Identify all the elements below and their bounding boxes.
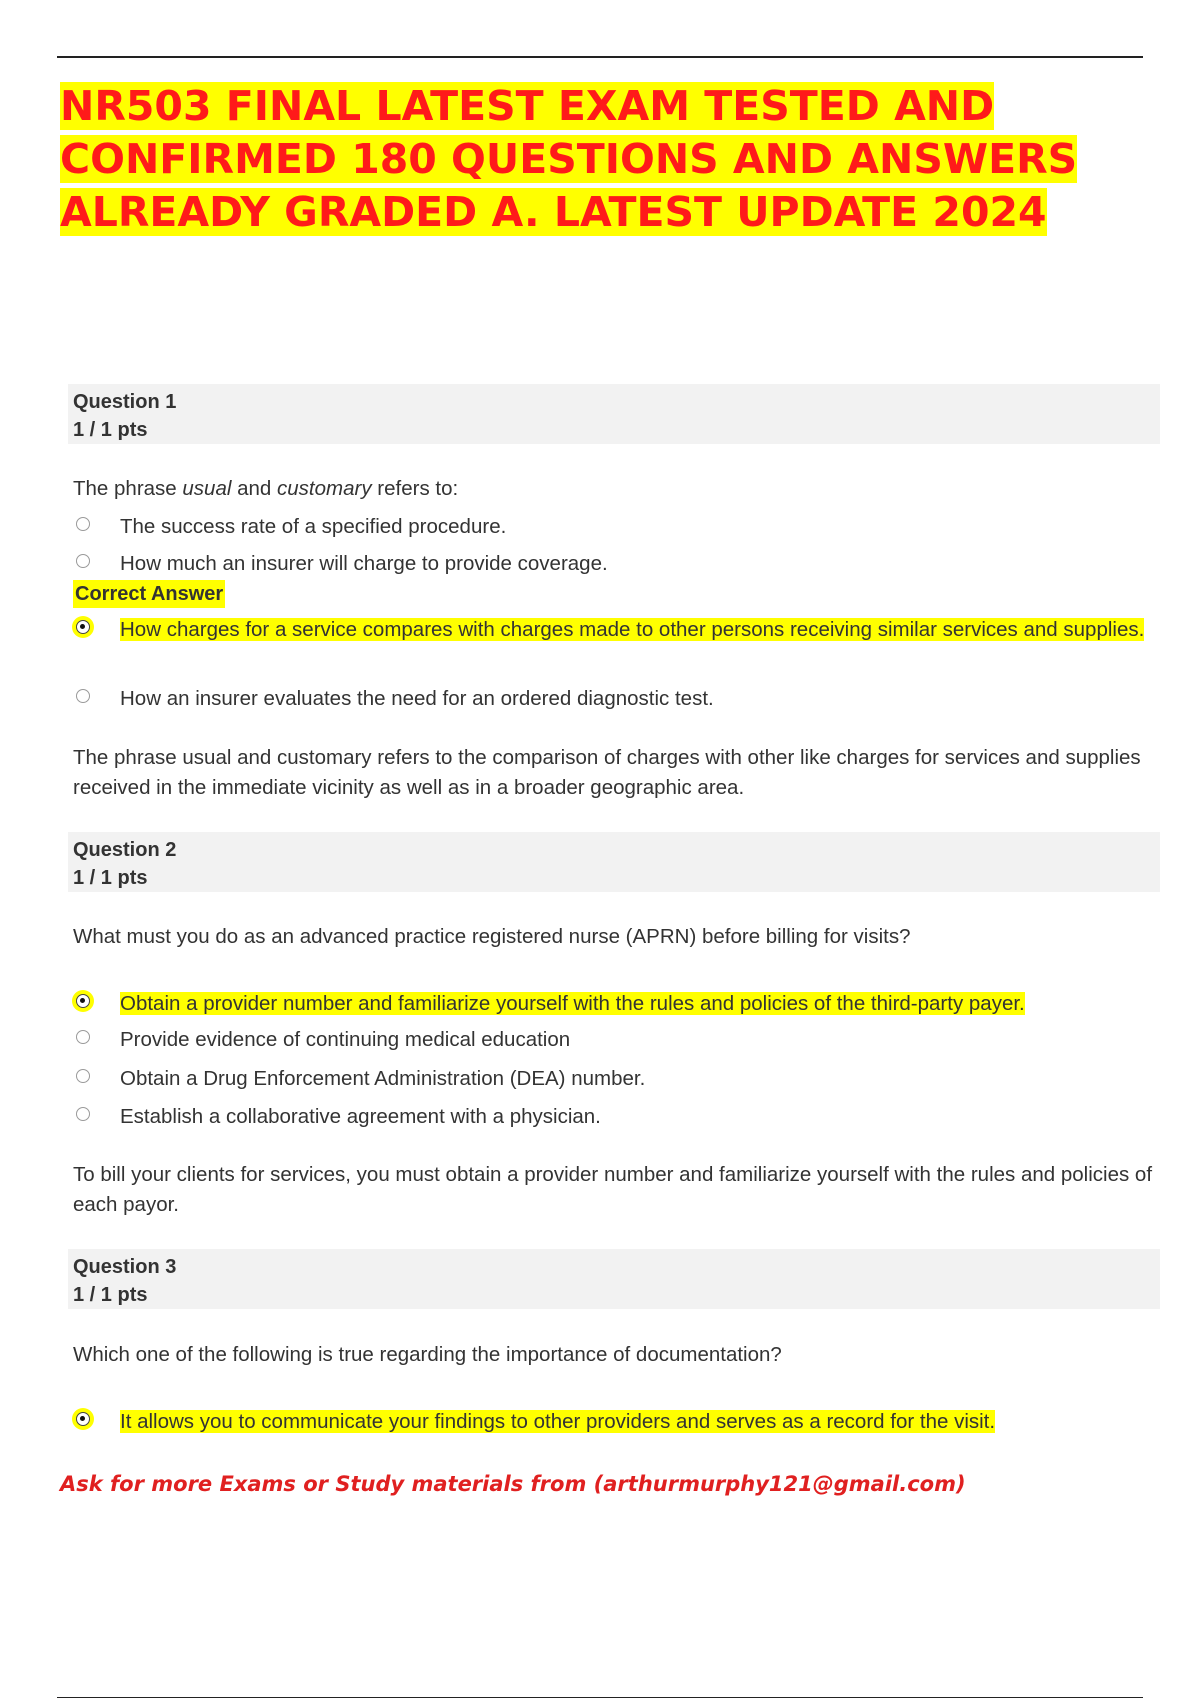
answer-option[interactable] — [73, 512, 1163, 542]
answer-option-label: The success rate of a specified procedure. — [120, 515, 507, 538]
radio-selected-icon[interactable] — [76, 1412, 90, 1426]
answer-option-selected[interactable] — [73, 989, 1163, 1019]
radio-icon[interactable] — [76, 1069, 90, 1083]
answer-option[interactable] — [73, 1102, 1163, 1132]
radio-selected-icon[interactable] — [76, 994, 90, 1008]
question-header — [68, 832, 1160, 892]
radio-icon[interactable] — [76, 517, 90, 531]
radio-selected-icon[interactable] — [76, 620, 90, 634]
question-prompt: Which one of the following is true regarding the importance of documentation? — [73, 1343, 782, 1366]
question-number: Question 1 — [73, 391, 177, 413]
correct-answer-label: Correct Answer — [73, 580, 225, 608]
question-points: 1 / 1 pts — [73, 419, 148, 441]
answer-option-label: Provide evidence of continuing medical education — [120, 1028, 571, 1051]
question-points: 1 / 1 pts — [73, 867, 148, 889]
bottom-rule — [57, 1697, 1143, 1698]
answer-option-label: Obtain a Drug Enforcement Administration (DEA) number. — [120, 1067, 646, 1090]
answer-option-label: It allows you to communicate your findings to other providers and serves as a record for the visit. — [120, 1410, 996, 1433]
radio-icon[interactable] — [76, 1107, 90, 1121]
answer-option-label: Establish a collaborative agreement with a physician. — [120, 1105, 601, 1128]
answer-option[interactable] — [73, 1025, 1163, 1055]
question-prompt: The phrase usual and customary refers to: — [73, 477, 459, 500]
radio-icon[interactable] — [76, 1030, 90, 1044]
question-points: 1 / 1 pts — [73, 1284, 148, 1306]
answer-option[interactable] — [73, 684, 1163, 714]
radio-icon[interactable] — [76, 689, 90, 703]
question-prompt: What must you do as an advanced practice registered nurse (APRN) before billing for visits? — [73, 925, 911, 948]
answer-option-label: Obtain a provider number and familiarize yourself with the rules and policies of the third-party payer. — [120, 992, 1025, 1015]
question-header — [68, 384, 1160, 444]
answer-explanation: To bill your clients for services, you must obtain a provider number and familiarize yourself with the rules and policies of each payor. — [73, 1163, 1153, 1216]
radio-icon[interactable] — [76, 554, 90, 568]
answer-option[interactable] — [73, 1064, 1163, 1094]
answer-option-label: How much an insurer will charge to provide coverage. — [120, 552, 608, 575]
top-rule — [57, 56, 1143, 58]
question-header — [68, 1249, 1160, 1309]
answer-explanation: The phrase usual and customary refers to the comparison of charges with other like charges for services and supplies received in the immediate vicinity as well as in a broader geographic area. — [73, 746, 1141, 799]
question-number: Question 3 — [73, 1256, 177, 1278]
answer-option-selected[interactable] — [73, 1407, 1163, 1437]
answer-option[interactable] — [73, 549, 1163, 579]
answer-option-label: How charges for a service compares with charges made to other persons receiving similar services and supplies. — [120, 618, 1145, 641]
question-number: Question 2 — [73, 839, 177, 861]
footer-contact: Ask for more Exams or Study materials from (arthurmurphy121@gmail.com) — [60, 1472, 966, 1496]
answer-option-selected[interactable] — [73, 615, 1163, 645]
answer-option-label: How an insurer evaluates the need for an ordered diagnostic test. — [120, 687, 714, 710]
document-title: NR503 FINAL LATEST EXAM TESTED AND CONFIRMED 180 QUESTIONS AND ANSWERS ALREADY GRADED A. LATEST UPDATE 2024 — [60, 82, 1078, 236]
